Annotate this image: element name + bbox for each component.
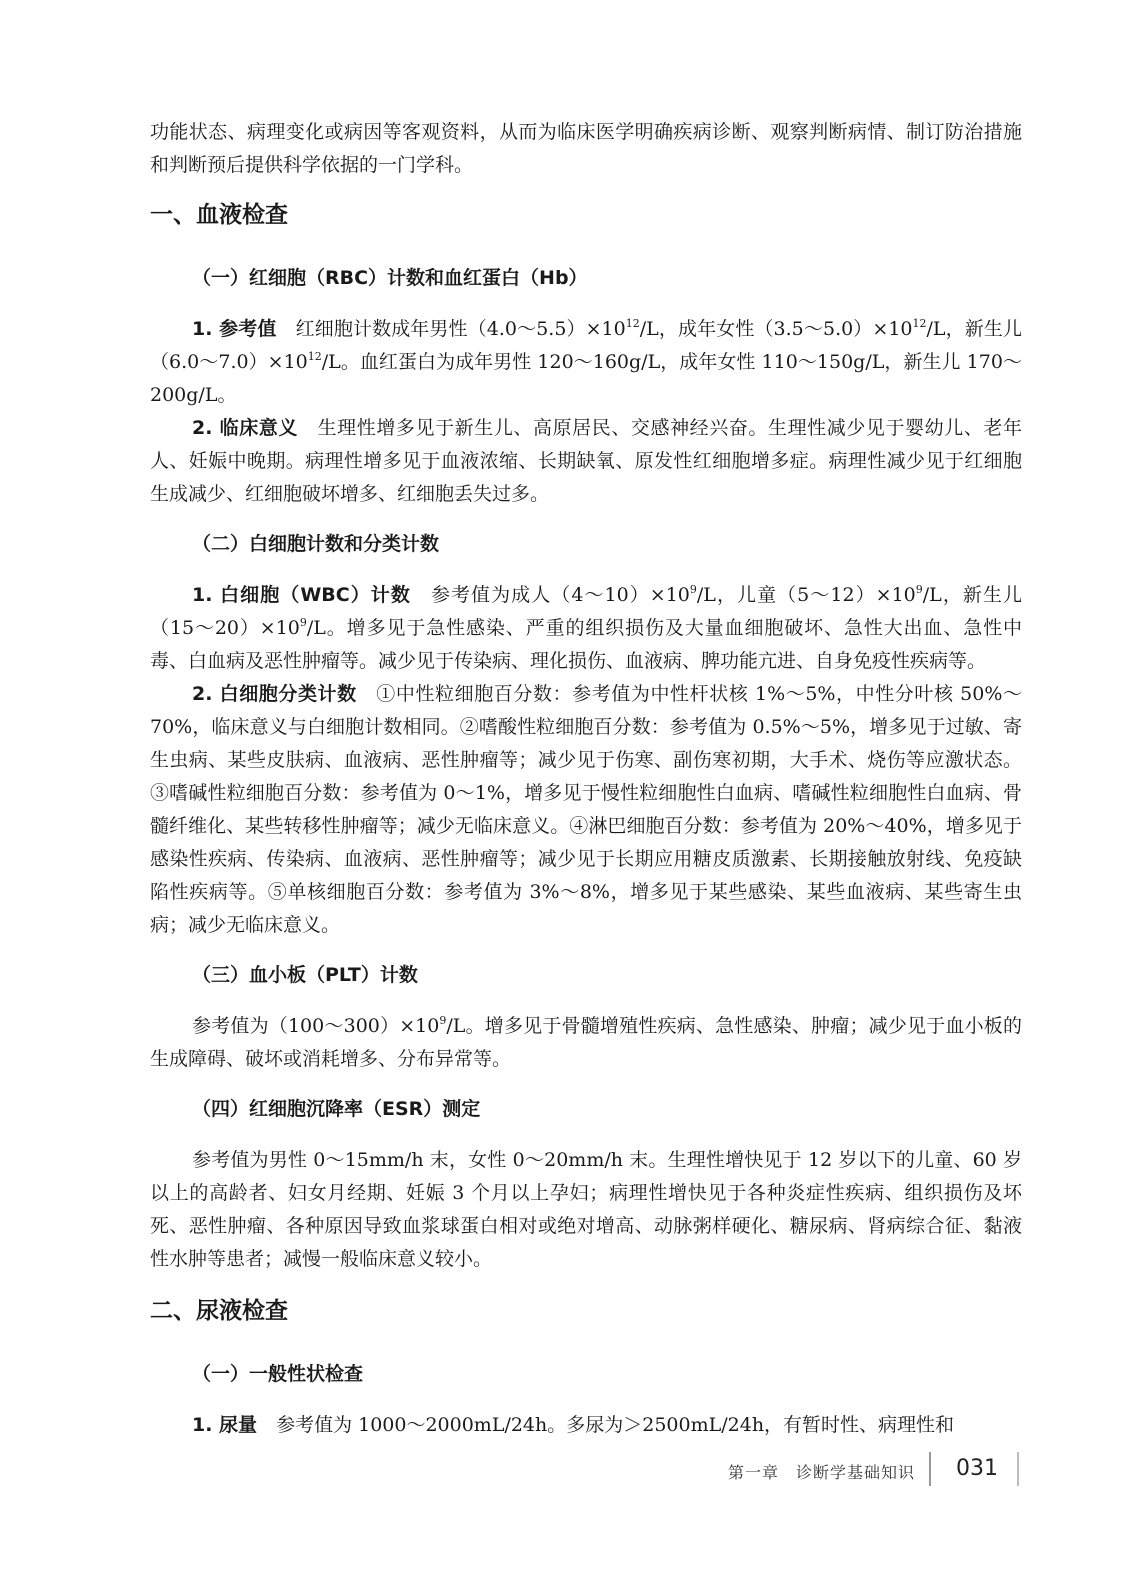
rbc-reference-text-1: 红细胞计数成年男性（4.0～5.5）×10 [276, 318, 626, 340]
rbc-clinical-lead: 2. 临床意义 [192, 417, 298, 439]
chapter-title: 第一章 诊断学基础知识 [727, 1463, 915, 1482]
wbc-count-text-3: /L，新生儿（15～20）×10 [150, 584, 1022, 639]
wbc-differential-paragraph [150, 678, 1022, 942]
intro-paragraph: 功能状态、病理变化或病因等客观资料，从而为临床医学明确疾病诊断、观察判断病情、制订防治措施和判断预后提供科学依据的一门学科。 [150, 121, 1022, 176]
rbc-clinical-text: 生理性增多见于新生儿、高原居民、交感神经兴奋。生理性减少见于婴幼儿、老年人、妊娠中晚期。病理性增多见于血液浓缩、长期缺氧、原发性红细胞增多症。病理性减少见于红细胞生成减少、红细胞破坏增多、红细胞丢失过多。 [150, 417, 1022, 505]
wbc-count-paragraph [150, 579, 1022, 678]
wbc-count-text-2: /L，儿童（5～12）×10 [696, 584, 916, 606]
urine-volume-lead: 1. 尿量 [192, 1414, 258, 1436]
plt-text-1: 参考值为（100～300）×10 [192, 1015, 440, 1037]
wbc-count-text-1: 参考值为成人（4～10）×10 [410, 584, 690, 606]
exponent: 12 [625, 317, 640, 330]
subsection-title-rbc: （一）红细胞（RBC）计数和血红蛋白（Hb） [192, 267, 588, 289]
subsection-title-urine-general: （一）一般性状检查 [192, 1363, 364, 1385]
footer-edge-rule [1017, 1452, 1019, 1486]
subsection-title-esr: （四）红细胞沉降率（ESR）测定 [192, 1098, 481, 1120]
rbc-reference-text-3: /L，新生儿（6.0～7.0）×10 [150, 318, 1022, 373]
footer-divider [929, 1452, 931, 1486]
section-title-urine: 二、尿液检查 [150, 1298, 288, 1324]
exponent: 9 [439, 1014, 447, 1027]
section-title-blood: 一、血液检查 [150, 202, 288, 228]
rbc-reference-paragraph [150, 313, 1022, 412]
urine-volume-paragraph [150, 1409, 1022, 1442]
wbc-differential-text: ①中性粒细胞百分数：参考值为中性杆状核 1%～5%，中性分叶核 50%～70%，临床意义与白细胞计数相同。②嗜酸性粒细胞百分数：参考值为 0.5%～5%，增多见于过敏、寄生虫病、某些皮肤病、血液病、恶性肿瘤等；减少见于伤寒、副伤寒初期，大手术、烧伤等应激状态。③嗜碱性粒细胞百分数：参考值为 0～1%，增多见于慢性粒细胞性白血病、嗜碱性粒细胞性白血病、骨髓纤维化、某些转移性肿瘤等；减少无临床意义。④淋巴细胞百分数：参考值为 20%～40%，增多见于感染性疾病、传染病、血液病、恶性肿瘤等；减少见于长期应用糖皮质激素、长期接触放射线、免疫缺陷性疾病等。⑤单核细胞百分数：参考值为 3%～8%，增多见于某些感染、某些血液病、某些寄生虫病；减少无临床意义。 [150, 683, 1022, 936]
exponent: 12 [912, 317, 927, 330]
wbc-differential-lead: 2. 白细胞分类计数 [192, 683, 357, 705]
plt-paragraph [150, 1010, 1022, 1076]
subsection-title-wbc: （二）白细胞计数和分类计数 [192, 533, 440, 555]
page-body [150, 116, 1022, 1442]
esr-paragraph: 参考值为男性 0～15mm/h 末，女性 0～20mm/h 末。生理性增快见于 12 岁以下的儿童、60 岁以上的高龄者、妇女月经期、妊娠 3 个月以上孕妇；病理性增快见于各种炎症性疾病、组织损伤及坏死、恶性肿瘤、各种原因导致血浆球蛋白相对或绝对增高、动脉粥样硬化、糖尿病、肾病综合征、黏液性水肿等患者；减慢一般临床意义较小。 [150, 1149, 1022, 1270]
page-footer [0, 1452, 1127, 1488]
plt-text-2: /L。增多见于骨髓增殖性疾病、急性感染、肿瘤；减少见于血小板的生成障碍、破坏或消耗增多、分布异常等。 [150, 1015, 1022, 1070]
rbc-reference-text-4: /L。血红蛋白为成年男性 120～160g/L，成年女性 110～150g/L，新生儿 170～200g/L。 [150, 351, 1022, 406]
rbc-clinical-paragraph [150, 412, 1022, 511]
exponent: 12 [307, 350, 322, 363]
rbc-reference-lead: 1. 参考值 [192, 318, 277, 340]
rbc-reference-text-2: /L，成年女性（3.5～5.0）×10 [639, 318, 913, 340]
wbc-count-lead: 1. 白细胞（WBC）计数 [192, 584, 411, 606]
page-number: 031 [956, 1456, 998, 1481]
exponent: 9 [299, 616, 307, 629]
wbc-count-text-4: /L。增多见于急性感染、严重的组织损伤及大量血细胞破坏、急性大出血、急性中毒、白血病及恶性肿瘤等。减少见于传染病、理化损伤、血液病、脾功能亢进、自身免疫性疾病等。 [150, 617, 1022, 672]
subsection-title-plt: （三）血小板（PLT）计数 [192, 964, 418, 986]
exponent: 9 [915, 583, 923, 596]
exponent: 9 [689, 583, 697, 596]
urine-volume-text: 参考值为 1000～2000mL/24h。多尿为＞2500mL/24h，有暂时性、病理性和 [257, 1414, 955, 1436]
